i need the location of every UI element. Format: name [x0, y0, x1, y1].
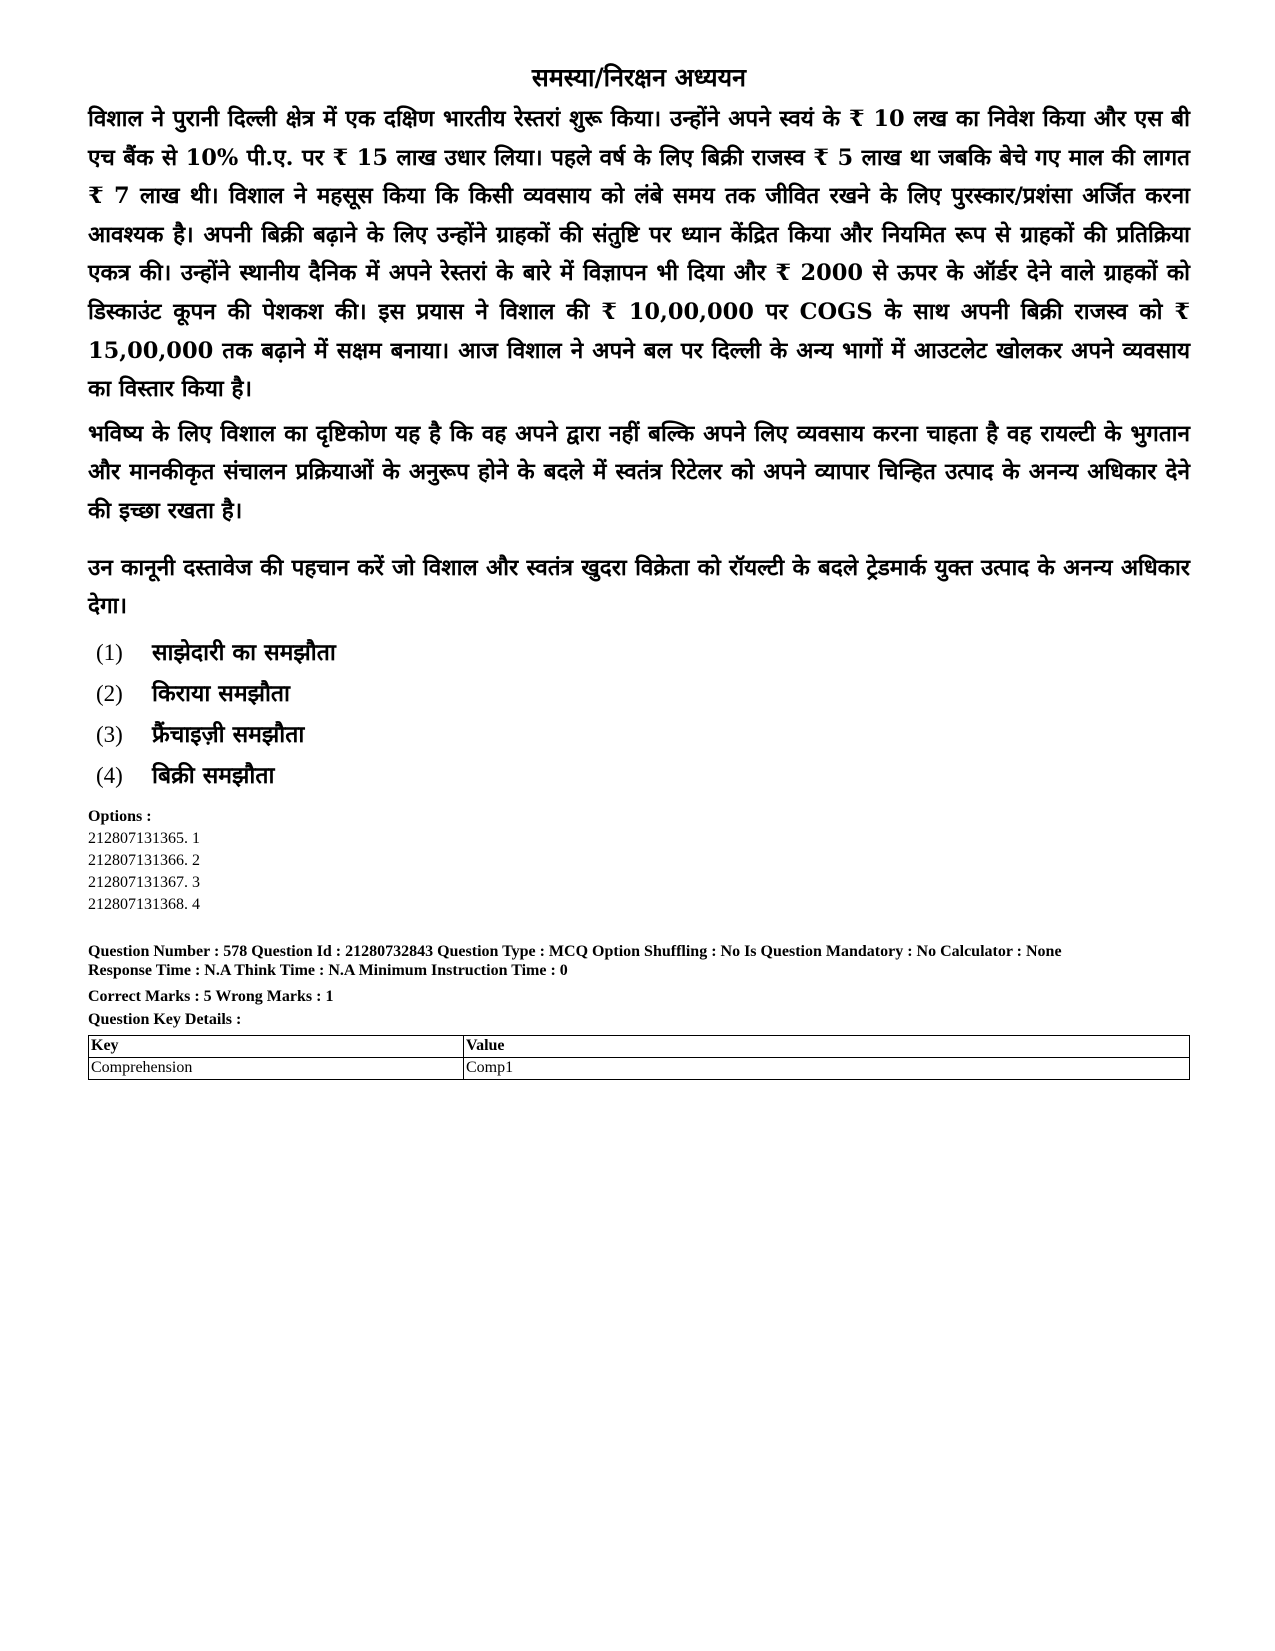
- answer-choices: [88, 632, 1190, 796]
- case-paragraph-2: भविष्य के लिए विशाल का दृष्टिकोण यह है कि वह अपने द्वारा नहीं बल्कि अपने लिए व्यवसाय करना चाहता है वह रायल्टी के भुगतान और मानकीकृत संचालन प्रक्रियाओं के अनुरूप होने के बदले में स्वतंत्र रिटेलर को अपने व्यापार चिन्हित उत्पाद के अनन्य अधिकार देने की इच्छा रखता है।: [88, 420, 1190, 524]
- answer-choice: [88, 632, 1190, 673]
- table-header-value: Value: [464, 1035, 1190, 1057]
- answer-choice: [88, 755, 1190, 796]
- table-cell-value: Comp1: [464, 1057, 1190, 1079]
- option-id-line: 212807131365. 1: [88, 829, 200, 847]
- choice-number: (2): [96, 680, 123, 706]
- question-info-line-2: Response Time : N.A Think Time : N.A Minimum Instruction Time : 0: [88, 962, 568, 980]
- answer-choice: [88, 673, 1190, 714]
- key-details-label: Question Key Details :: [88, 1010, 242, 1028]
- option-id-line: 212807131368. 4: [88, 895, 200, 913]
- table-row: [89, 1057, 1190, 1079]
- choice-text: साझेदारी का समझौता: [152, 638, 336, 666]
- question-info-line-1: Question Number : 578 Question Id : 21280732843 Question Type : MCQ Option Shuffling : No Is Question Mandatory : No Calculator : None: [88, 942, 1062, 960]
- table-cell-key: Comprehension: [89, 1057, 464, 1079]
- choice-number: (4): [96, 762, 123, 788]
- choice-number: (3): [96, 721, 123, 747]
- case-paragraph-1: विशाल ने पुरानी दिल्ली क्षेत्र में एक दक्षिण भारतीय रेस्तरां शुरू किया। उन्होंने अपने स्वयं के ₹ 10 लख का निवेश किया और एस बी एच बैंक से 10% पी.ए. पर ₹ 15 लाख उधार लिया। पहले वर्ष के लिए बिक्री राजस्व ₹ 5 लाख था जबकि बेचे गए माल की लागत ₹ 7 लाख थी। विशाल ने महसूस किया कि किसी व्यवसाय को लंबे समय तक जीवित रखने के लिए पुरस्कार/प्रशंसा अर्जित करना आवश्यक है। अपनी बिक्री बढ़ाने के लिए उन्होंने ग्राहकों की संतुष्टि पर ध्यान केंद्रित किया और नियमित रूप से ग्राहकों की प्रतिक्रिया एकत्र की। उन्होंने स्थानीय दैनिक में अपने रेस्तरां के बारे में विज्ञापन भी दिया और ₹ 2000 से ऊपर के ऑर्डर देने वाले ग्राहकों को डिस्काउंट कूपन की पेशकश की। इस प्रयास ने विशाल की ₹ 10,00,000 पर COGS के साथ अपनी बिक्री राजस्व को ₹ 15,00,000 तक बढ़ाने में सक्षम बनाया। आज विशाल ने अपने बल पर दिल्ली के अन्य भागों में आउटलेट खोलकर अपने व्यवसाय का विस्तार किया है।: [88, 106, 1190, 403]
- choice-number: (1): [96, 639, 123, 665]
- option-id-line: 212807131367. 3: [88, 873, 200, 891]
- choice-text: बिक्री समझौता: [152, 761, 275, 789]
- choice-text: फ्रैंचाइज़ी समझौता: [152, 720, 305, 748]
- question-page: [88, 60, 1190, 1080]
- question-info: [88, 942, 1190, 981]
- answer-choice: [88, 714, 1190, 755]
- table-header-key: Key: [89, 1035, 464, 1057]
- marks-info: Correct Marks : 5 Wrong Marks : 1: [88, 987, 334, 1005]
- key-details-table: [88, 1035, 1190, 1080]
- choice-text: किराया समझौता: [152, 679, 291, 707]
- options-label: Options :: [88, 807, 152, 825]
- option-id-line: 212807131366. 2: [88, 851, 200, 869]
- case-study-title: समस्या/निरक्षन अध्ययन: [531, 63, 747, 92]
- question-text: उन कानूनी दस्तावेज की पहचान करें जो विशाल और स्वतंत्र खुदरा विक्रेता को रॉयल्टी के बदले ट्रेडमार्क युक्त उत्पाद के अनन्य अधिकार देगा।: [88, 554, 1190, 620]
- table-header-row: [89, 1035, 1190, 1057]
